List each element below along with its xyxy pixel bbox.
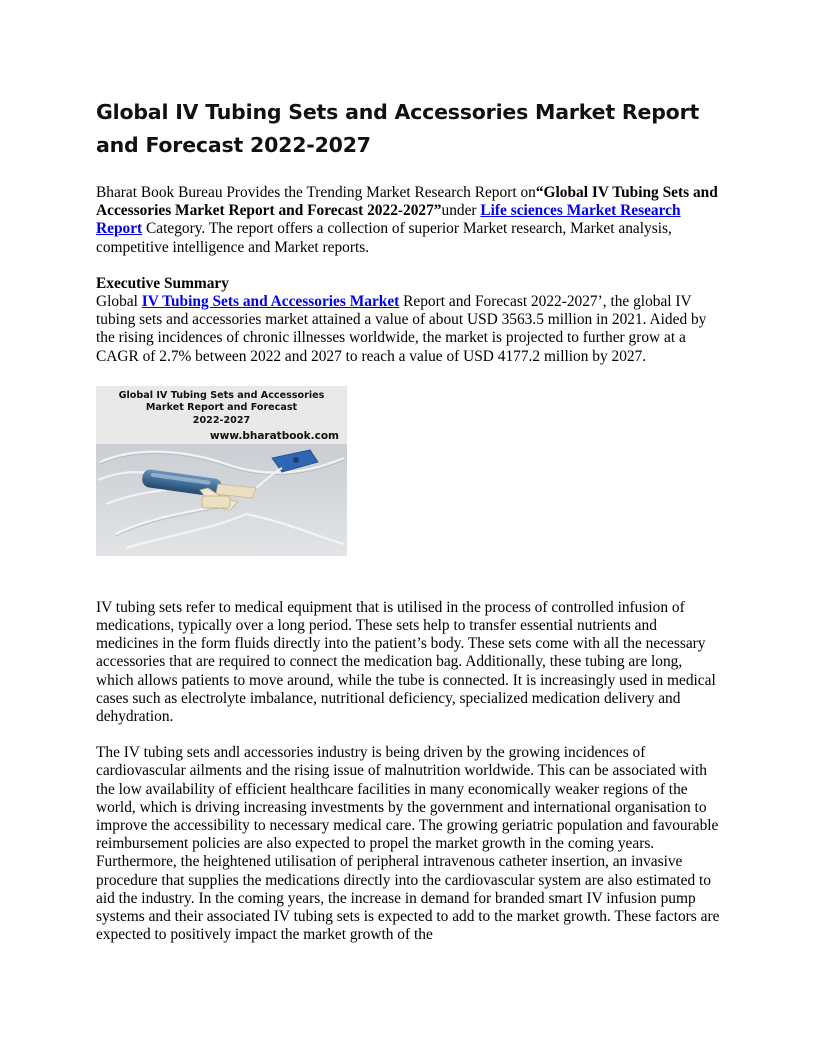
exec-prefix: Global	[96, 293, 142, 311]
report-cover-image	[96, 386, 347, 556]
body-paragraph: IV tubing sets refer to medical equipment that is utilised in the process of controlled infusion of medications, typically over a long period. These sets help to transfer essential nutrients and medicines in the form fluids directly into the patient’s body. These sets come with all the necessary accessories that are required to connect the medication bag. Additionally, these tubing are long, which allows patients to move around, while the tube is connected. It is increasingly used in medical cases such as electrolyte imbalance, nutritional deficiency, specialized medication delivery and dehydration.	[96, 598, 716, 726]
iv-tubing-illustration	[96, 444, 347, 556]
executive-summary	[96, 275, 720, 366]
cover-caption	[96, 386, 347, 428]
intro-prefix: Bharat Book Bureau Provides the Trending Market Research Report on	[96, 184, 536, 201]
category-link[interactable]: Life sciences Market Research Report	[96, 202, 681, 238]
executive-summary-heading: Executive Summary	[96, 274, 229, 292]
cover-caption-line1: Global IV Tubing Sets and Accessories	[118, 389, 325, 401]
exec-body: Report and Forecast 2022-2027’, the global IV tubing sets and accessories market attained a value of about USD 3563.5 million in 2021. Aided by the rising incidences of chronic illnesses worldwide, the market is projected to further grow at a CAGR of 2.7% between 2022 and 2027 to reach a value of USD 4177.2 million by 2027.	[96, 293, 707, 365]
cover-url: www.bharatbook.com	[209, 429, 339, 442]
cover-caption-line2: Market Report and Forecast	[145, 402, 298, 414]
body-paragraph: The IV tubing sets andl accessories industry is being driven by the growing incidences of cardiovascular ailments and the rising issue of malnutrition worldwide. This can be associated with the low availability of efficient healthcare facilities in many economically weaker regions of the world, which is driving increasing investments by the government and international organisation to improve the accessibility to necessary medical care. The growing geriatric population and favourable reimbursement policies are also expected to propel the market growth in the coming years. Furthermore, the heightened utilisation of peripheral intravenous catheter insertion, an invasive procedure that supplies the medications directly into the cardiovascular system are also estimated to aid the industry. In the coming years, the increase in demand for branded smart IV infusion pump systems and their associated IV tubing sets is expected to add to the market growth. These factors are expected to positively impact the market growth of the	[96, 744, 720, 944]
intro-under: under	[441, 202, 481, 220]
report-name: “Global IV Tubing Sets and Accessories Market Report and Forecast 2022-2027”	[96, 184, 718, 220]
document-page	[96, 96, 720, 944]
market-link[interactable]: IV Tubing Sets and Accessories Market	[141, 293, 400, 311]
intro-suffix: Category. The report offers a collection of superior Market research, Market analysis, competitive intelligence and Market reports.	[96, 220, 672, 256]
intro-paragraph	[96, 184, 720, 257]
cover-caption-line3: 2022-2027	[192, 414, 251, 426]
page-title: Global IV Tubing Sets and Accessories Market Report and Forecast 2022-2027	[96, 100, 700, 157]
